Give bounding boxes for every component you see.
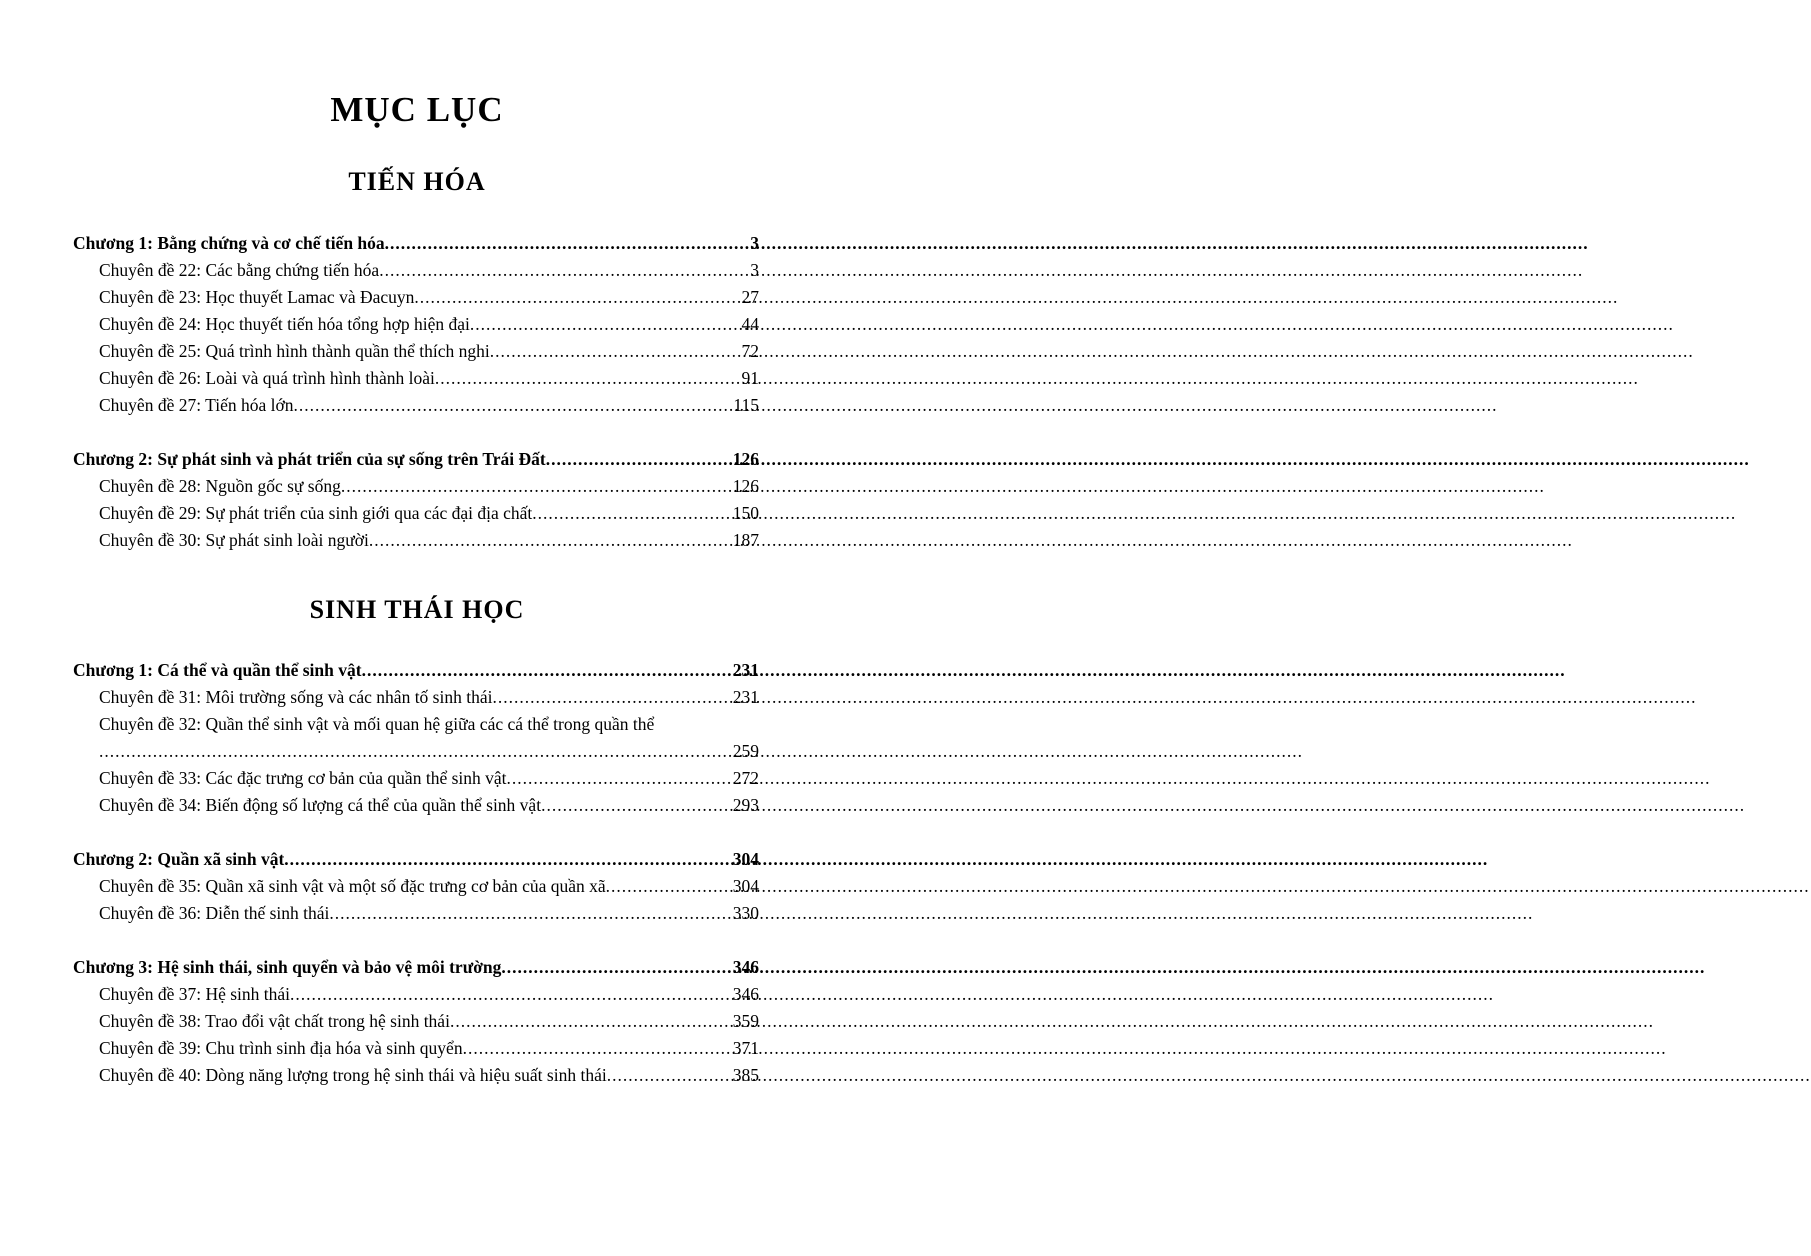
toc-chapter-row[interactable] [73,446,759,473]
topic-label: Chuyên đề 24: Học thuyết tiến hóa tổng hợp hiện đại [99,314,470,334]
dot-leader [492,684,732,711]
dot-leader [532,500,732,527]
topic-label: Chuyên đề 31: Môi trường sống và các nhân tố sinh thái [99,687,493,707]
toc-topic-row[interactable] [73,873,759,900]
toc-topic-row[interactable] [73,792,759,819]
toc-part-tien-hoa [73,230,759,554]
page-number: 346 [732,957,759,977]
dot-leader [490,338,742,365]
dot-leader [284,846,732,873]
dot-leader [293,392,733,419]
toc-topic-row[interactable] [73,365,759,392]
dot-leader [290,981,733,1008]
toc-topic-row[interactable] [73,311,759,338]
dot-leader [450,1008,733,1035]
toc-topic-continuation[interactable] [73,738,759,765]
topic-label: Chuyên đề 36: Diễn thế sinh thái [99,903,330,923]
dot-leader [414,284,741,311]
topic-label: Chuyên đề 26: Loài và quá trình hình thành loài [99,368,435,388]
dot-leader [507,765,733,792]
toc-topic-row[interactable] [73,284,759,311]
page-number: 330 [732,903,759,923]
topic-label: Chuyên đề 33: Các đặc trưng cơ bản của quần thể sinh vật [99,768,507,788]
part-title-sinh-thai-hoc: SINH THÁI HỌC [309,595,525,624]
topic-label: Chuyên đề 32: Quần thể sinh vật và mối quan hệ giữa các cá thể trong quần thể [99,714,655,734]
topic-label: Chuyên đề 30: Sự phát sinh loài người [99,530,369,550]
toc-part-sinh-thai-hoc [73,657,759,1089]
chapter-label: Chương 1: Cá thể và quần thể sinh vật [73,660,362,680]
chapter-label: Chương 3: Hệ sinh thái, sinh quyển và bảo vệ môi trường [73,957,502,977]
page-number: 187 [732,530,759,550]
dot-leader [99,738,733,765]
page-number: 304 [732,876,759,896]
dot-leader [379,257,750,284]
toc-topic-row[interactable] [73,527,759,554]
topic-label: Chuyên đề 23: Học thuyết Lamac và Đacuyn [99,287,415,307]
page-number: 27 [741,287,759,307]
dot-leader [607,1062,733,1089]
page-number: 231 [732,687,759,707]
toc-topic-row[interactable] [73,338,759,365]
dot-leader [329,900,732,927]
page-number: 304 [732,849,759,869]
topic-label: Chuyên đề 38: Trao đổi vật chất trong hệ sinh thái [99,1011,450,1031]
toc-topic-row[interactable] [73,1008,759,1035]
topic-label: Chuyên đề 29: Sự phát triển của sinh giới qua các đại địa chất [99,503,533,523]
toc-topic-row[interactable] [73,684,759,711]
page-number: 272 [732,768,759,788]
chapter-label: Chương 2: Sự phát sinh và phát triển của sự sống trên Trái Đất [73,449,546,469]
dot-leader [369,527,733,554]
page-number: 150 [732,503,759,523]
page-number: 385 [732,1065,759,1085]
page-number: 3 [750,260,759,280]
topic-label: Chuyên đề 35: Quần xã sinh vật và một số đặc trưng cơ bản của quần xã [99,876,606,896]
dot-leader [463,1035,733,1062]
page-number: 346 [732,984,759,1004]
toc-topic-row[interactable] [73,765,759,792]
topic-label: Chuyên đề 37: Hệ sinh thái [99,984,291,1004]
dot-leader [341,473,733,500]
page-number: 359 [732,1011,759,1031]
page-number: 231 [732,660,759,680]
topic-label: Chuyên đề 34: Biến động số lượng cá thể của quần thể sinh vật [99,795,542,815]
page-number: 115 [733,395,759,415]
toc-topic-row[interactable] [73,1035,759,1062]
dot-leader [546,446,733,473]
topic-label: Chuyên đề 27: Tiến hóa lớn [99,395,294,415]
page-number: 72 [741,341,759,361]
toc-topic-row[interactable] [73,473,759,500]
toc-topic-row[interactable] [73,711,759,738]
topic-label: Chuyên đề 40: Dòng năng lượng trong hệ sinh thái và hiệu suất sinh thái [99,1065,607,1085]
page-number: 91 [741,368,759,388]
page-number: 126 [732,476,759,496]
toc-chapter-row[interactable] [73,954,759,981]
dot-leader [541,792,733,819]
toc-topic-row[interactable] [73,981,759,1008]
page-number: 371 [732,1038,759,1058]
topic-label: Chuyên đề 22: Các bằng chứng tiến hóa [99,260,380,280]
dot-leader [470,311,742,338]
chapter-label: Chương 2: Quần xã sinh vật [73,849,285,869]
topic-label: Chuyên đề 25: Quá trình hình thành quần thể thích nghi [99,341,490,361]
page-title: MỤC LỤC [330,90,504,129]
toc-chapter-row[interactable] [73,846,759,873]
dot-leader [362,657,733,684]
toc-topic-row[interactable] [73,392,759,419]
topic-label: Chuyên đề 28: Nguồn gốc sự sống [99,476,341,496]
toc-chapter-row[interactable] [73,230,759,257]
part-title-tien-hoa: TIẾN HÓA [348,167,486,196]
page-number: 259 [732,741,759,761]
chapter-label: Chương 1: Bằng chứng và cơ chế tiến hóa [73,233,385,253]
page-number: 3 [750,233,759,253]
dot-leader [501,954,732,981]
dot-leader [606,873,733,900]
toc-chapter-row[interactable] [73,657,759,684]
toc-topic-row[interactable] [73,500,759,527]
toc-topic-row[interactable] [73,1062,759,1089]
dot-leader [385,230,751,257]
toc-topic-row[interactable] [73,900,759,927]
topic-label: Chuyên đề 39: Chu trình sinh địa hóa và sinh quyển [99,1038,463,1058]
page-number: 293 [732,795,759,815]
toc-topic-row[interactable] [73,257,759,284]
dot-leader [435,365,742,392]
page-number: 126 [732,449,759,469]
page-number: 44 [741,314,759,334]
